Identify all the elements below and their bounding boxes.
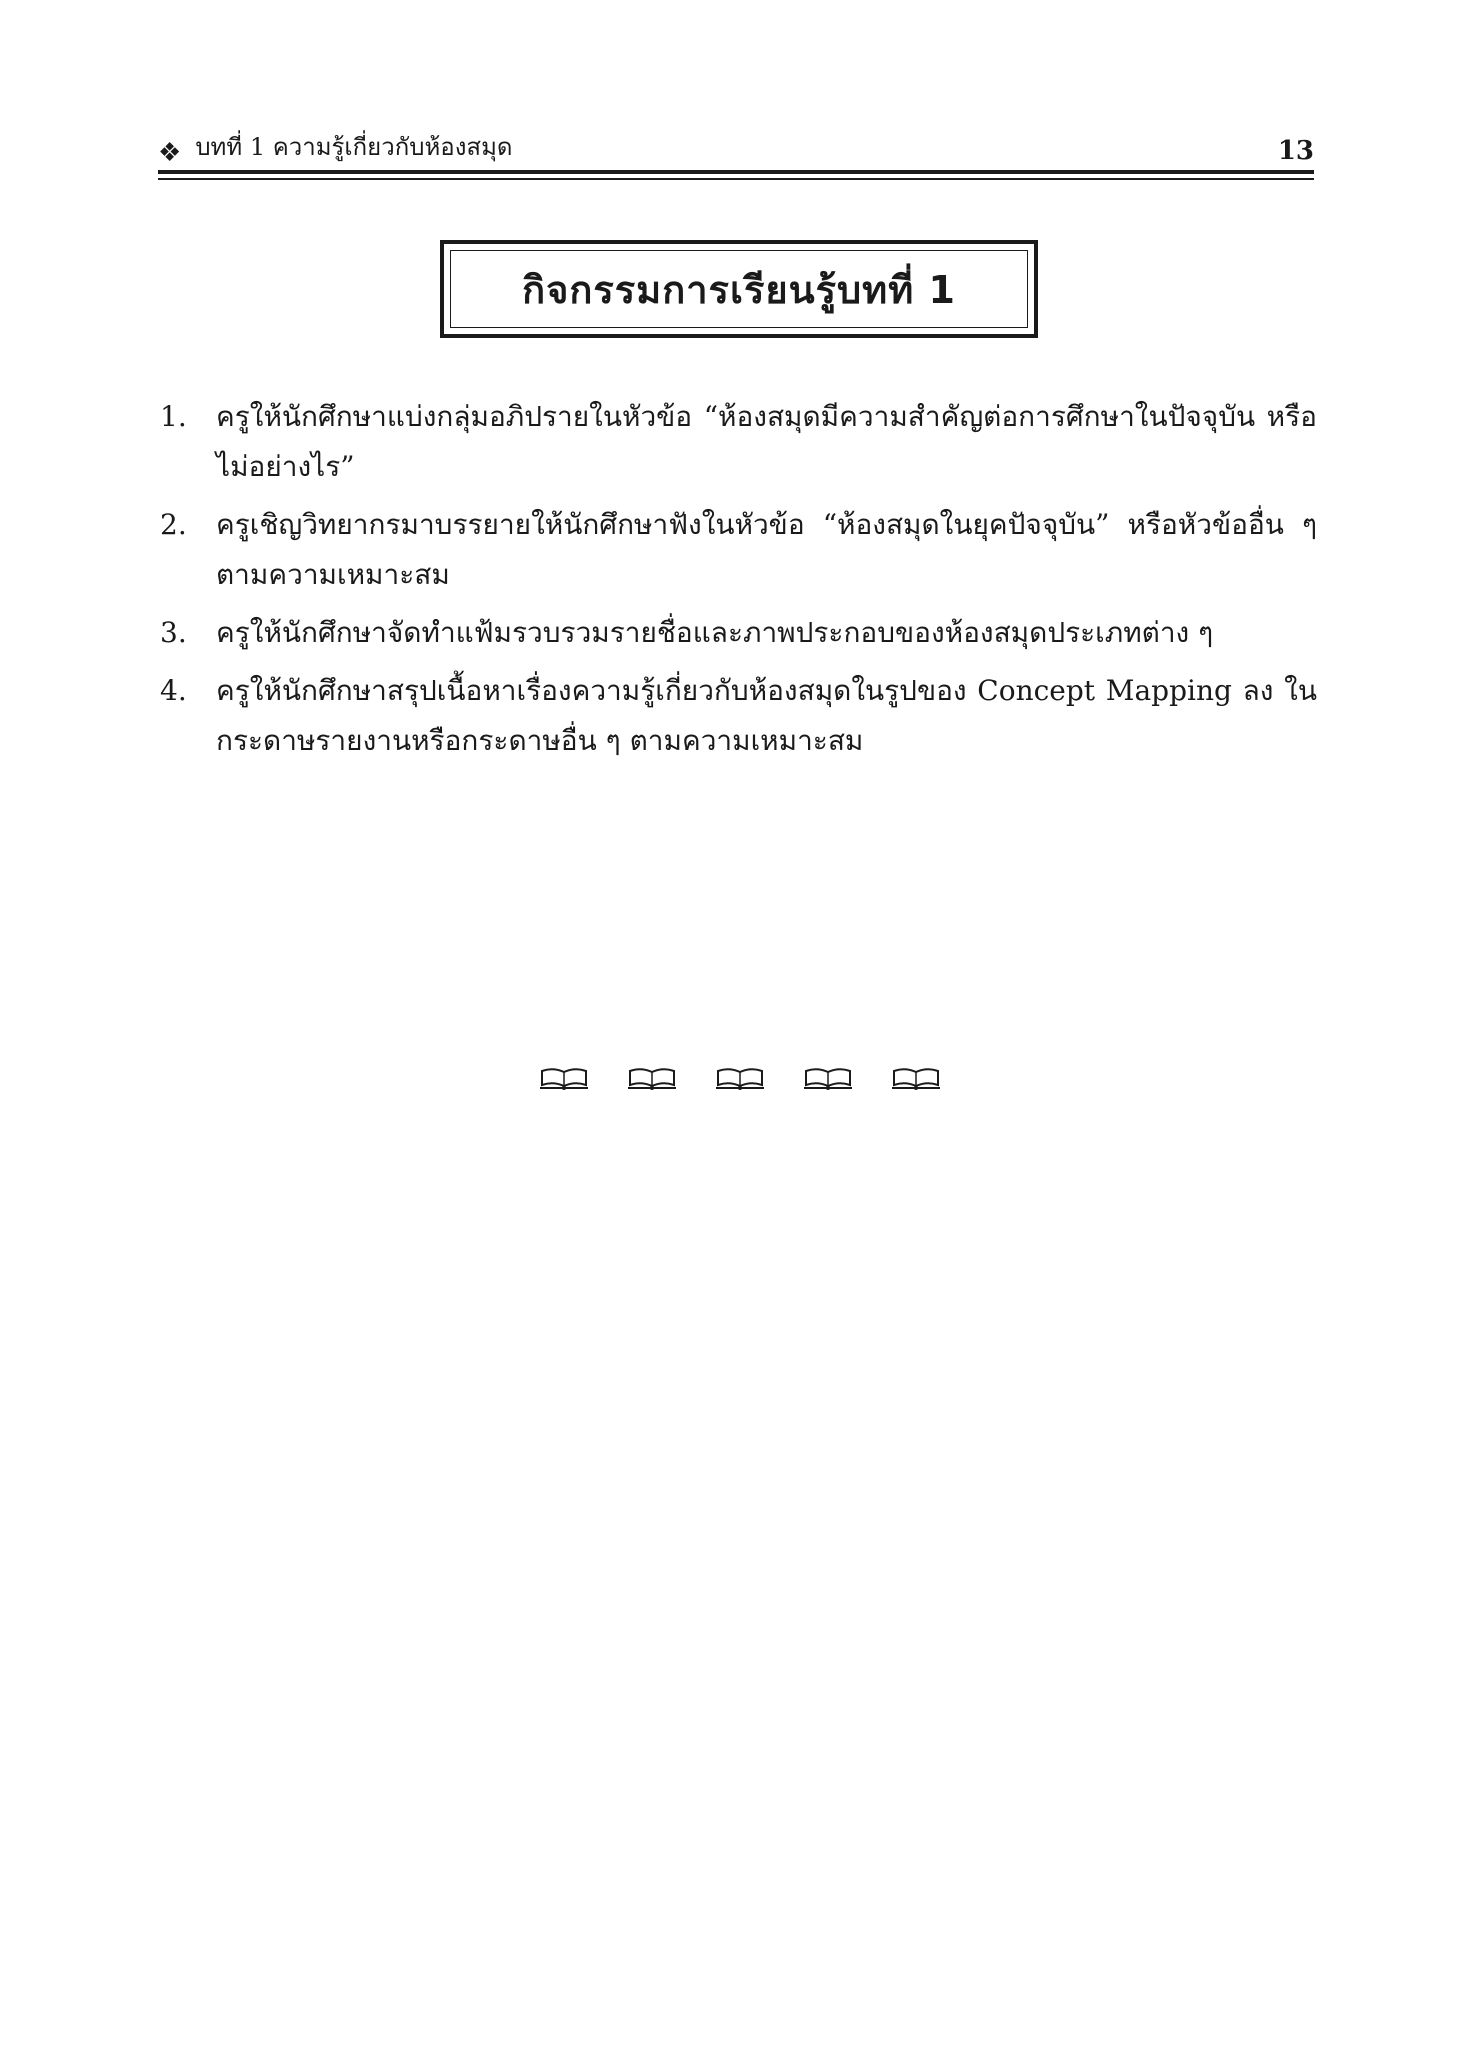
list-item bbox=[160, 666, 1317, 766]
item-number: 4. bbox=[160, 674, 187, 707]
activity-list bbox=[160, 392, 1317, 774]
section-separator bbox=[540, 1065, 940, 1091]
item-number: 3. bbox=[160, 616, 187, 649]
page-header bbox=[158, 122, 1314, 166]
item-text: ครูให้นักศึกษาจัดทำแฟ้มรวบรวมรายชื่อและภาพประกอบของห้องสมุดประเภทต่าง ๆ bbox=[216, 616, 1214, 649]
list-item bbox=[160, 500, 1317, 600]
diamond-bullet-icon: ❖ bbox=[158, 138, 182, 168]
item-text: ครูให้นักศึกษาแบ่งกลุ่มอภิปรายในหัวข้อ “ห้องสมุดมีความสำคัญต่อการศึกษาในปัจจุบัน หรือไม่อย่างไร” bbox=[216, 400, 1317, 483]
chapter-title: บทที่ 1 ความรู้เกี่ยวกับห้องสมุด bbox=[195, 133, 513, 161]
open-book-icon bbox=[892, 1065, 940, 1091]
page-number: 13 bbox=[1277, 136, 1314, 166]
activity-title-box bbox=[440, 240, 1038, 338]
item-text: ครูให้นักศึกษาสรุปเนื้อหาเรื่องความรู้เกี่ยวกับห้องสมุดในรูปของ Concept Mapping ลง ในกระดาษรายงานหรือกระดาษอื่น ๆ ตามความเหมาะสม bbox=[216, 674, 1317, 757]
item-text: ครูเชิญวิทยากรมาบรรยายให้นักศึกษาฟังในหัวข้อ “ห้องสมุดในยุคปัจจุบัน” หรือหัวข้ออื่น ๆ ตามความเหมาะสม bbox=[216, 508, 1317, 591]
header-rule-thin bbox=[158, 178, 1314, 180]
item-number: 1. bbox=[160, 400, 187, 433]
open-book-icon bbox=[804, 1065, 852, 1091]
item-number: 2. bbox=[160, 508, 187, 541]
open-book-icon bbox=[628, 1065, 676, 1091]
header-rule-thick bbox=[158, 170, 1314, 174]
chapter-heading bbox=[158, 127, 512, 166]
list-item bbox=[160, 608, 1317, 658]
open-book-icon bbox=[716, 1065, 764, 1091]
activity-title: กิจกรรมการเรียนรู้บทที่ 1 bbox=[522, 267, 956, 312]
open-book-icon bbox=[540, 1065, 588, 1091]
list-item bbox=[160, 392, 1317, 492]
